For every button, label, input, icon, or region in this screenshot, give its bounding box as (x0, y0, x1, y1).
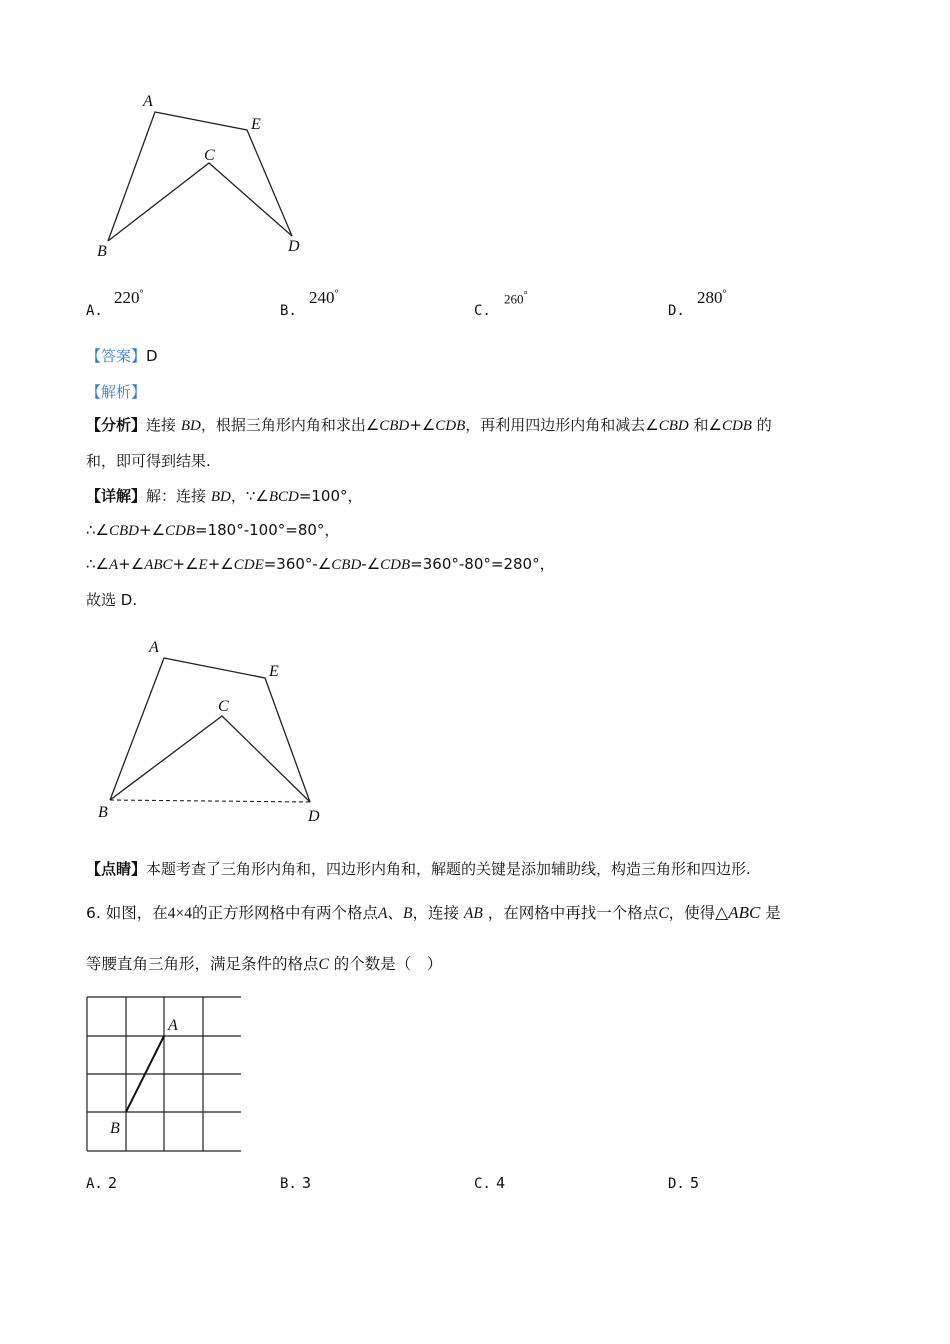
fenxi-bd: BD (180, 418, 201, 434)
fig1-label-b: B (97, 243, 107, 260)
fenxi-t1: 连接 (146, 416, 177, 434)
option-number: 280 (697, 288, 723, 307)
option-number: 260 (504, 291, 524, 307)
q6-b: B (403, 905, 413, 922)
q6-line-1 (86, 902, 781, 925)
step3-a: A (109, 557, 119, 573)
fenxi-cbd: CBD (379, 418, 410, 434)
analysis-label: 【解析】 (86, 383, 147, 401)
fenxi-t5: 的 (756, 416, 772, 434)
fenxi-cbd-2: CBD (658, 418, 689, 434)
q6-option-c[interactable] (474, 1173, 505, 1192)
dianjing-line (86, 858, 751, 880)
option-letter: D. (668, 303, 685, 319)
fenxi-t3: ，再利用四边形内角和减去∠ (465, 416, 659, 434)
fenxi-plus: +∠ (409, 416, 436, 434)
degree-symbol: ° (334, 288, 339, 300)
q6-option-a[interactable] (86, 1173, 117, 1192)
fig2-label-b: B (98, 804, 108, 821)
fenxi-line-2: 和，即可得到结果. (86, 452, 211, 470)
q6-number: 6. (86, 904, 101, 922)
step3-eq: =360°-∠ (263, 555, 332, 573)
step3-pre: ∴∠ (86, 555, 109, 573)
q5-option-b[interactable] (280, 288, 430, 322)
option-value (504, 290, 528, 307)
q5-option-a[interactable] (86, 288, 236, 322)
degree-symbol: ° (722, 288, 727, 300)
option-value: 4 (495, 1174, 505, 1192)
option-letter: D. (668, 1176, 685, 1192)
option-value (309, 288, 339, 308)
q6-triangle: △ABC (715, 903, 761, 922)
option-value (114, 288, 144, 308)
q6-t6: 是 (765, 904, 781, 922)
fig2-label-d: D (308, 808, 320, 825)
step3-cdb: CDB (380, 557, 411, 573)
fig3-label-a: A (168, 1017, 178, 1034)
fig1-label-d: D (288, 238, 300, 255)
option-letter: B. (280, 1176, 297, 1192)
q6-t2: 的正方形网格中有两个格点 (192, 904, 379, 922)
q6-t4: ，在网格中再找一个格点 (487, 904, 659, 922)
fenxi-cdb: CDB (435, 418, 466, 434)
step3-post: =360°-80°=280°， (410, 555, 555, 573)
q5-option-c[interactable] (474, 288, 624, 322)
q6-line2a: 等腰直角三角形，满足条件的格点 (86, 955, 319, 973)
degree-symbol: ° (139, 288, 144, 300)
step3-cde: CDE (233, 557, 264, 573)
option-value (697, 288, 727, 308)
xiangjie-t1: 解：连接 (146, 487, 207, 505)
fenxi-cdb-2: CDB (721, 418, 752, 434)
option-number: 220 (114, 288, 140, 307)
xiangjie-label: 【详解】 (86, 487, 147, 505)
option-number: 240 (309, 288, 335, 307)
step2-cbd: CBD (109, 523, 139, 539)
answer-value: D (146, 347, 158, 365)
dianjing-label: 【点睛】 (86, 860, 147, 878)
fenxi-label: 【分析】 (86, 416, 147, 434)
q5-option-d[interactable] (668, 288, 818, 322)
xiangjie-line (86, 485, 363, 508)
answer-label: 【答案】 (86, 347, 147, 365)
option-letter: C. (474, 303, 491, 319)
step-3-line (86, 553, 555, 576)
q6-t3: ，连接 (412, 904, 459, 922)
figure-3-grid (86, 996, 244, 1156)
fig2-label-a: A (149, 639, 159, 656)
dianjing-text: 本题考查了三角形内角和，四边形内角和，解题的关键是添加辅助线，构造三角形和四边形. (146, 860, 751, 878)
step3-p3: +∠ (207, 555, 234, 573)
xiangjie-bcd: BCD (268, 489, 299, 505)
step2-plus: +∠ (139, 521, 166, 539)
choose-line: 故选 D. (86, 591, 138, 609)
fig2-label-e: E (269, 663, 279, 680)
fig1-label-a: A (143, 93, 153, 110)
step-2-line (86, 519, 339, 542)
step3-e: E (198, 557, 208, 573)
step3-p1: +∠ (118, 555, 145, 573)
option-letter: C. (474, 1176, 491, 1192)
figure-2-outline (110, 658, 310, 802)
option-letter: A. (86, 303, 103, 319)
q6-a: A (378, 905, 388, 922)
figure-1-outline (108, 112, 292, 241)
option-value: 2 (107, 1174, 117, 1192)
q6-c: C (658, 905, 669, 922)
step3-minus: -∠ (361, 555, 381, 573)
step3-abc: ABC (144, 557, 173, 573)
option-value: 3 (301, 1174, 311, 1192)
q6-grid: 4×4 (167, 905, 192, 922)
fenxi-t4: 和∠ (693, 416, 722, 434)
q6-t1: 如图，在 (105, 904, 168, 922)
fenxi-line-1 (86, 414, 876, 437)
option-letter: A. (86, 1176, 103, 1192)
q6-line2b: 的个数是（ ） (333, 955, 443, 973)
step2-pre: ∴∠ (86, 521, 109, 539)
xiangjie-t2: ，∵∠ (230, 487, 269, 505)
xiangjie-t3: =100°， (298, 487, 363, 505)
fig1-label-c: C (204, 147, 215, 164)
step2-post: =180°-100°=80°， (195, 521, 340, 539)
q6-line2c: C (318, 956, 329, 973)
fig1-label-e: E (251, 116, 261, 133)
q6-sep: 、 (387, 904, 403, 922)
fig3-label-b: B (110, 1120, 120, 1137)
auxiliary-line-bd (110, 800, 310, 802)
q6-t5: ，使得 (668, 904, 716, 922)
step2-cdb: CDB (165, 523, 196, 539)
step3-cbd: CBD (331, 557, 362, 573)
q6-line-2 (86, 953, 442, 976)
fig2-label-c: C (218, 698, 229, 715)
figure-2 (85, 630, 345, 830)
option-letter: B. (280, 303, 297, 319)
answer-line (86, 345, 158, 367)
q6-option-d[interactable] (668, 1173, 699, 1192)
step3-p2: +∠ (172, 555, 199, 573)
figure-1 (85, 85, 325, 265)
q6-ab: AB (463, 905, 483, 922)
degree-symbol: ° (523, 290, 528, 301)
fenxi-t2: ，根据三角形内角和求出∠ (200, 416, 380, 434)
xiangjie-bd: BD (210, 489, 231, 505)
q6-option-b[interactable] (280, 1173, 311, 1192)
option-value: 5 (689, 1174, 699, 1192)
